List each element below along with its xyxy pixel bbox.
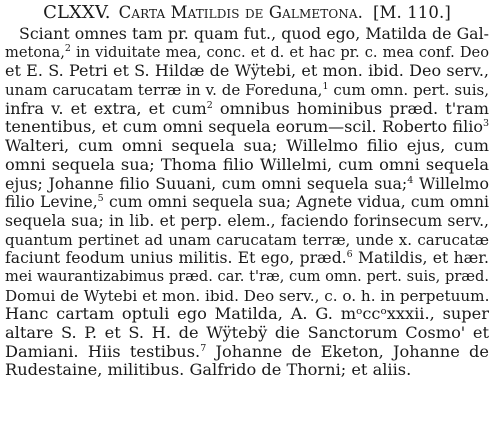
text-line xyxy=(5,343,489,362)
line-text-continued: cum omni sequela sua; Agnete vidua, cum omni xyxy=(103,193,489,212)
line-text-continued: Willelmo xyxy=(413,174,489,193)
text-line xyxy=(5,175,489,194)
line-text-continued: omnibus hominibus præd. t'ram xyxy=(212,99,489,118)
footnote-marker: 2 xyxy=(206,99,213,111)
line-text: filio Levine, xyxy=(5,193,98,212)
line-text: Sciant omnes tam pr. quam fut., quod ego, Matilda de Gal- xyxy=(19,25,489,43)
line-text: faciunt feodum unius militis. Et ego, præd. xyxy=(5,249,347,268)
text-line xyxy=(5,361,489,380)
line-text: infra v. et extra, et cum xyxy=(5,99,207,118)
line-text: mei waurantizabimus præd. car. t'ræ, cum omn. pert. suis, præd. xyxy=(5,267,489,285)
footnote-marker: 6 xyxy=(346,249,353,261)
line-text: metona, xyxy=(5,43,65,61)
charter-number: CLXXV. xyxy=(43,2,111,23)
charter-reference: [M. 110.] xyxy=(372,3,451,22)
line-text: tenentibus, et cum omni sequela eorum—scil. Roberto filio xyxy=(5,118,483,137)
line-text: quantum pertinet ad unam carucatam terræ, unde x. carucatæ xyxy=(5,230,489,249)
footnote-marker: 2 xyxy=(64,43,71,54)
footnote-marker: 3 xyxy=(482,118,489,130)
charter-heading xyxy=(5,4,489,25)
line-text: omni sequela sua; Thoma filio Willelmi, cum omni sequela xyxy=(5,155,489,174)
text-line xyxy=(5,305,489,324)
line-text: sequela sua; in lib. et perp. elem., faciendo forinsecum serv., xyxy=(5,211,489,230)
charter-title: Carta Matildis de Galmetona. xyxy=(118,3,363,22)
text-line xyxy=(5,62,489,81)
footnote-marker: 5 xyxy=(97,193,104,205)
line-text: Hanc cartam optuli ego Matilda, A. G. mᵒccᵒxxxii., super xyxy=(5,305,489,324)
text-line xyxy=(5,100,489,119)
text-line xyxy=(5,44,489,63)
line-text-continued: Johanne de Eketon, Johanne de xyxy=(206,342,489,361)
text-line xyxy=(5,249,489,268)
line-text: altare S. P. et S. H. de Wÿtebÿ die Sanctorum Cosmo' et xyxy=(5,324,489,342)
line-text: Rudestaine, militibus. Galfrido de Thorni; et aliis. xyxy=(5,361,412,380)
text-line xyxy=(5,156,489,175)
line-text: et E. S. Petri et S. Hildæ de Wÿtebi, et mon. ibid. Deo serv., xyxy=(5,62,489,81)
footnote-marker: 7 xyxy=(200,342,207,354)
text-line xyxy=(5,287,489,306)
line-text: Damiani. Hiis testibus. xyxy=(5,342,201,361)
text-line xyxy=(5,268,489,287)
line-text: unam carucatam terræ in v. de Foreduna, xyxy=(5,81,323,100)
text-line xyxy=(5,118,489,137)
text-line xyxy=(5,212,489,231)
line-text: ejus; Johanne filio Suuani, cum omni sequela sua; xyxy=(5,174,408,193)
text-line xyxy=(5,193,489,212)
text-line xyxy=(5,25,489,44)
charter-body xyxy=(5,25,489,380)
text-line xyxy=(5,137,489,156)
line-text-continued: Matildis, et hær. xyxy=(352,249,489,268)
line-text-continued: cum omn. pert. suis, xyxy=(328,81,489,100)
line-text: Domui de Wytebi et mon. ibid. Deo serv., c. o. h. in perpetuum. xyxy=(5,286,489,305)
text-line xyxy=(5,81,489,100)
text-line xyxy=(5,231,489,250)
line-text-continued: in viduitate mea, conc. et d. et hac pr. c. mea conf. Deo xyxy=(70,43,489,61)
footnote-marker: 4 xyxy=(407,174,414,186)
footnote-marker: 1 xyxy=(322,81,329,93)
line-text: Walteri, cum omni sequela sua; Willelmo filio ejus, cum xyxy=(5,137,489,156)
text-line xyxy=(5,324,489,343)
